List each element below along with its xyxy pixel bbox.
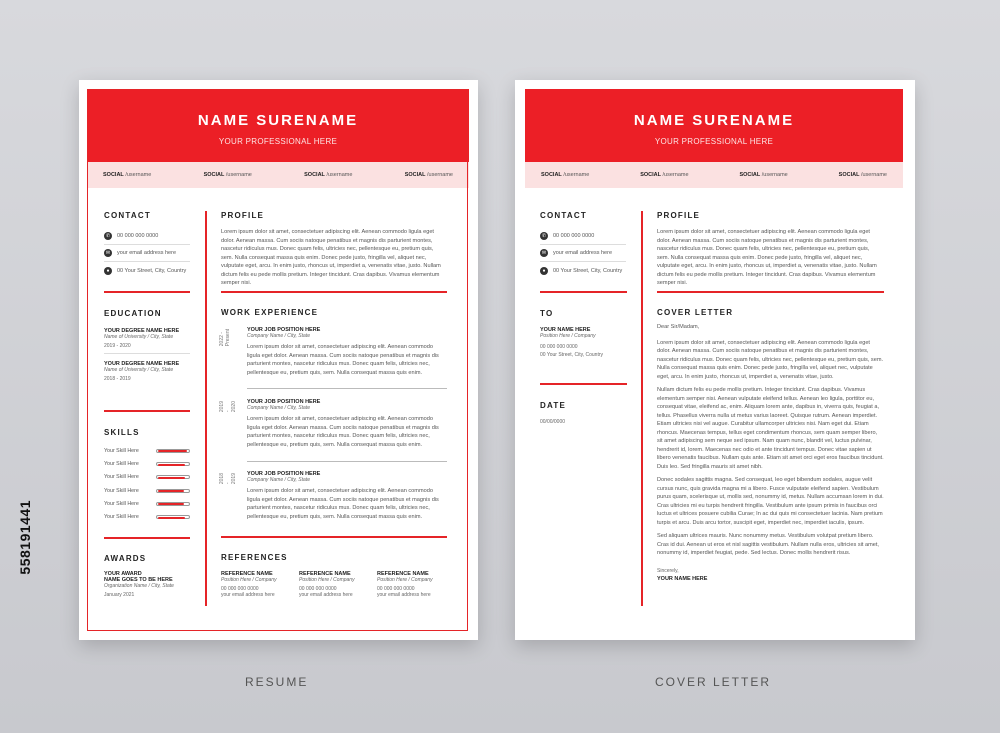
resume-role: YOUR PROFESSIONAL HERE xyxy=(218,137,338,146)
social-item: SOCIAL /username xyxy=(838,172,887,178)
resume-caption: RESUME xyxy=(245,675,309,689)
section-title: PROFILE xyxy=(221,211,265,220)
social-item: SOCIAL /username xyxy=(739,172,788,178)
cover-name: NAME SURENAME xyxy=(633,112,795,129)
reference-item: REFERENCE NAME Position Here / Company 00 000 000 0000 your email address here xyxy=(299,571,355,598)
section-title: TO xyxy=(540,309,554,318)
section-title: COVER LETTER xyxy=(657,308,734,317)
contact-address: ● 00 Your Street, City, Country xyxy=(540,262,626,279)
divider xyxy=(540,291,627,293)
cover-header xyxy=(525,89,903,162)
social-item: SOCIAL /username xyxy=(203,172,252,178)
section-title: AWARDS xyxy=(104,554,147,563)
resume-work-section: WORK EXPERIENCE 2022 - Present YOUR JOB POSITION HERE Company Name / City, State Lorem ipsum dolor sit amet, consectetuer adipiscing elit. Aenean commodo ligula eget dolor. Aenean massa. Cum sociis natoque penatibus et magnis dis parturient montes, nascetur ridiculus mus. Donec quam felis, ultricies nec, pellentesque eu, pretium quis, sem. Nulla consequat massa quis enim. 2019 - 2020 YOUR JOB POSITION HERE Company Name / City, State Lorem ipsum dolor sit amet, consectetuer adipiscing elit. Aenean commodo ligula eget dolor. Aenean massa. Cum sociis natoque penatibus et magnis dis parturient montes, nascetur ridiculus mus. Donec quam felis, ultricies nec, pellentesque eu, pretium quis, sem. Nulla consequat massa quis enim. 2018 - 2019 YOUR JOB POSITION HERE Company Name / City, State Lorem ipsum dolor sit amet, consectetuer adipiscing elit. Aenean commodo ligula eget dolor. Aenean massa. Cum sociis natoque penatibus et magnis dis parturient montes, nascetur ridiculus mus. Donec quam felis, ultricies nec, pellentesque eu, pretium quis, sem. Nulla consequat massa quis enim. xyxy=(221,308,447,538)
award-org: Organization Name / City, State xyxy=(104,583,174,589)
letter-paragraph: Nullam dictum felis eu pede mollis pretium. Integer tincidunt. Cras dapibus. Vivamus elementum semper nisi. Aenean vulputate eleifend tellus. Aenean leo ligula, porttitor eu, consequat vitae, eleifend ac, enim. Aliquam lorem ante, dapibus in, viverra quis, feugiat a, tellus. Phasellus viverra nulla ut metus varius laoreet. Quisque rutrum. Aenean imperdiet. Etiam ultricies nisi vel augue. Curabitur ullamcorper ultricies nisi. Nam eget dui. Etiam rhoncus. Maecenas tempus, tellus eget condimentum rhoncus, sem quam semper libero, sit amet adipiscing sem neque sed ipsum. Nam quam nunc, blandit vel, luctus pulvinar, hendrerit id, lorem. Maecenas nec odio et ante tincidunt tempus. Donec vitae sapien ut libero venenatis faucibus. Nullam quis ante. Etiam sit amet orci eget eros faucibus tincidunt. Duis leo. Sed fringilla mauris sit amet nibh. xyxy=(657,387,884,470)
email-icon: ✉ xyxy=(105,250,111,256)
location-icon: ● xyxy=(104,267,112,275)
letter-closing: Sincerely, xyxy=(657,568,679,574)
cover-profile-section xyxy=(657,211,883,288)
section-title: WORK EXPERIENCE xyxy=(221,308,319,317)
recipient-address: 00 Your Street, City, Country xyxy=(540,352,603,358)
contact-email: ✉ your email address here xyxy=(540,245,626,262)
skill-label: Your Skill Here xyxy=(104,474,139,481)
social-item: SOCIAL /username xyxy=(404,172,453,178)
social-item: SOCIAL /username xyxy=(640,172,689,178)
recipient-phone: 00 000 000 0000 xyxy=(540,344,578,350)
divider xyxy=(657,291,884,293)
resume-page xyxy=(79,80,478,640)
social-item: SOCIAL /username xyxy=(103,172,152,178)
reference-item: REFERENCE NAME Position Here / Company 00 000 000 0000 your email address here xyxy=(221,571,277,598)
section-title: PROFILE xyxy=(657,211,701,220)
section-title: SKILLS xyxy=(104,428,140,437)
stock-id: 558191441 xyxy=(17,500,33,575)
section-title: CONTACT xyxy=(540,211,587,220)
column-divider xyxy=(641,211,643,606)
phone-icon: ✆ xyxy=(541,233,547,239)
resume-name: NAME SURENAME xyxy=(197,112,359,129)
phone-icon: ✆ xyxy=(105,233,111,239)
recipient-position: Position Here / Company xyxy=(540,333,596,339)
award-date: January 2021 xyxy=(104,592,135,598)
education-item: YOUR DEGREE NAME HERE Name of University / City, State 2018 - 2019 xyxy=(104,360,180,382)
section-title: CONTACT xyxy=(104,211,151,220)
contact-phone: ✆ 00 000 000 0000 xyxy=(540,228,626,245)
skill-label: Your Skill Here xyxy=(104,487,139,494)
cover-contact-section xyxy=(540,211,626,279)
job-years: 2018 - 2019 xyxy=(219,473,237,485)
award-title: YOUR AWARD xyxy=(104,571,142,577)
profile-text: Lorem ipsum dolor sit amet, consectetuer adipiscing elit. Aenean commodo ligula eget dolor. Aenean massa. Cum sociis natoque penatibus et magnis dis parturient montes, nascetur ridiculus mus. Donec quam felis, ultricies nec, pellentesque eu, pretium quis, sem. Nulla consequat massa quis enim. Donec pede justo, fringilla vel, aliquet nec, vulputate eget, arcu. In enim justo, rhoncus ut, imperdiet a, venenatis vitae, justo. Nullam dictum felis eu pede mollis pretium. Integer tincidunt. Cras dapibus. Vivamus elementum semper nisi. xyxy=(221,229,441,286)
cover-date-section xyxy=(540,401,626,425)
email-icon: ✉ xyxy=(541,250,547,256)
profile-text: Lorem ipsum dolor sit amet, consectetuer adipiscing elit. Aenean commodo ligula eget dolor. Aenean massa. Cum sociis natoque penatibus et magnis dis parturient montes, nascetur ridiculus mus. Donec quam felis, ultricies nec, pellentesque eu, pretium quis, sem. Nulla consequat massa quis enim. Donec pede justo, fringilla vel, aliquet nec, vulputate eget, arcu. In enim justo, rhoncus ut, imperdiet a, venenatis vitae, justo. Nullam dictum felis eu pede mollis pretium. Integer tincidunt. Cras dapibus. Vivamus elementum semper nisi. xyxy=(657,229,877,286)
skill-label: Your Skill Here xyxy=(104,447,139,454)
letter-paragraph: Sed aliquam ultrices mauris. Nunc nonummy metus. Vestibulum volutpat pretium libero. Cras id dui. Aenean ut eros et nisl sagittis vestibulum. Nullam nulla eros, ultricies sit amet, nonummy id, imperdiet feugiat, pede. Sed lectus. Donec mollis hendrerit risus. xyxy=(657,533,879,556)
job-years: 2019 - 2020 xyxy=(219,401,237,413)
divider xyxy=(540,383,627,385)
social-item: SOCIAL /username xyxy=(541,172,590,178)
education-item: YOUR DEGREE NAME HERE Name of University / City, State 2019 - 2020 xyxy=(104,328,180,349)
cover-role: YOUR PROFESSIONAL HERE xyxy=(654,137,774,146)
section-title: DATE xyxy=(540,401,566,410)
reference-item: REFERENCE NAME Position Here / Company 00 000 000 0000 your email address here xyxy=(377,571,433,598)
contact-email: ✉ your email address here xyxy=(104,245,190,262)
skill-label: Your Skill Here xyxy=(104,500,139,507)
cover-letter-section xyxy=(657,308,884,558)
award-name: NAME GOES TO BE HERE xyxy=(104,577,173,583)
cover-caption: COVER LETTER xyxy=(655,675,772,689)
cover-letter-page xyxy=(515,80,915,640)
social-item: SOCIAL /username xyxy=(304,172,353,178)
letter-signature: YOUR NAME HERE xyxy=(657,576,708,582)
section-title: EDUCATION xyxy=(104,309,162,318)
skill-label: Your Skill Here xyxy=(104,514,139,521)
job-years: 2022 - Present xyxy=(219,329,231,347)
letter-paragraph: Lorem ipsum dolor sit amet, consectetuer adipiscing elit. Aenean commodo ligula eget dolor. Aenean massa. Cum sociis natoque penatibus et magnis dis parturient montes, nascetur ridiculus mus. Donec quam felis, ultricies nec, pellentesque eu, pretium quis, sem. Nulla consequat massa quis enim. Donec pede justo, fringilla vel, aliquet nec, vulputate eget, arcu. In enim justo, rhoncus ut, imperdiet a, venenatis vitae, justo. xyxy=(657,339,884,380)
contact-phone: ✆ 00 000 000 0000 xyxy=(104,228,190,245)
location-icon: ● xyxy=(540,267,548,275)
recipient-name: YOUR NAME HERE xyxy=(540,327,591,333)
letter-greeting: Dear Sir/Madam, xyxy=(657,324,700,330)
letter-date: 00/00/0000 xyxy=(540,419,566,425)
resume-frame xyxy=(87,89,468,631)
letter-paragraph: Donec sodales sagittis magna. Sed consequat, leo eget bibendum sodales, augue velit cursus nunc, quis gravida magna mi a libero. Fusce vulputate eleifend sapien. Vestibulum purus quam, scelerisque ut, mollis sed, nonummy id, metus. Nullam accumsan lorem in dui. Cras ultricies mi eu turpis hendrerit fringilla. Vestibulum ante ipsum primis in faucibus orci luctus et ultrices posuere cubilia Curae; In ac dui quis mi consectetuer lacinia. Nam pretium turpis et arcu. Duis arcu tortor, suscipit eget, imperdiet nec, imperdiet iaculis, ipsum. xyxy=(657,477,884,526)
letter-signoff xyxy=(657,568,707,582)
contact-address: ● 00 Your Street, City, Country xyxy=(104,262,190,279)
cover-social-bar xyxy=(525,162,903,188)
section-title: REFERENCES xyxy=(221,553,288,562)
skill-label: Your Skill Here xyxy=(104,460,139,467)
cover-to-section xyxy=(540,309,626,358)
